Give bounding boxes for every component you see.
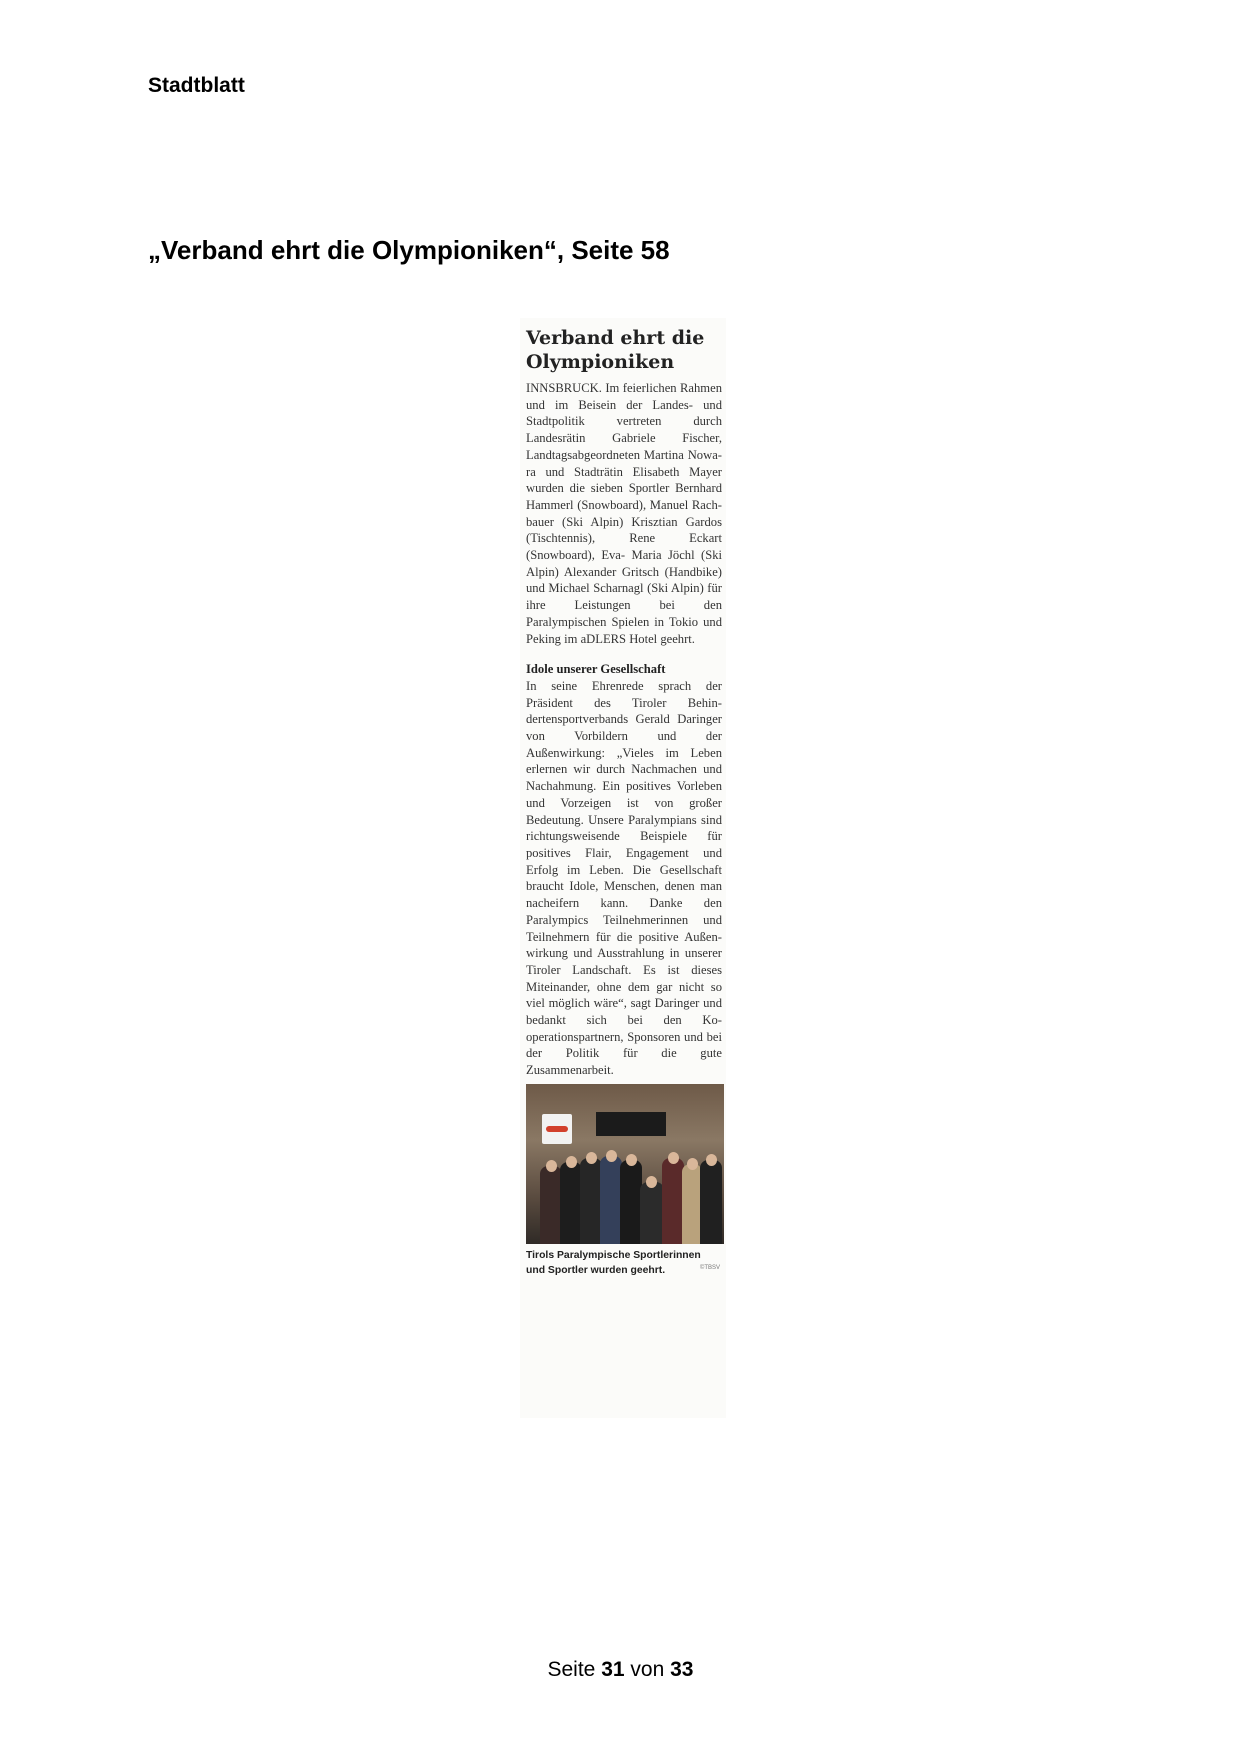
- clipping-subheading: Idole unserer Gesellschaft: [526, 662, 666, 677]
- clipping-paragraph-2: In seine Ehrenrede sprach der Präsident des Tiroler Behindertensportverbands Gerald Daringer von Vorbildern und der Außenwirkung: „Vieles im Leben erlernen wir durch Nachmachen und Nachahmung. Ein positives Vorleben und Vorzeigen ist von großer Bedeutung. Unsere Paralympians sind richtungsweisende Beispiele für positives Flair, Engagement und Erfolg im Leben. Die Gesellschaft braucht Idole, Menschen, denen man nacheifern kann. Danke den Paralympics Teilnehmerinnen und Teilnehmern für die positive Außenwirkung und Ausstrahlung in unserer Tiroler Landschaft. Es ist dieses Miteinander, ohne dem gar nicht so viel möglich wäre“, sagt Daringer und bedankt sich bei den Kooperationspartnern, Sponsoren und bei der Politik für die gute Zusammenarbeit.: [526, 678, 722, 1078]
- footer-current-page: 31: [601, 1658, 625, 1681]
- page-footer: [0, 1658, 1241, 1682]
- photo-credit: ©TBSV: [699, 1264, 720, 1271]
- photo-banner: [596, 1112, 666, 1136]
- logo-icon: [542, 1114, 572, 1144]
- footer-middle: von: [630, 1658, 665, 1681]
- photo-caption: [526, 1248, 722, 1278]
- caption-text: Tirols Paralympische Sportlerinnen und Sportler wurden geehrt.: [526, 1249, 701, 1276]
- clipping-title: Verband ehrt die Olympioniken: [526, 327, 705, 373]
- footer-prefix: Seite: [547, 1658, 596, 1681]
- clipping-paragraph-1: INNSBRUCK. Im feierlichen Rahmen und im Beisein der Landes- und Stadtpolitik vertreten durch Landesrätin Gabriele Fischer, Landtagsabgeordneten Martina Nowara und Stadträtin Elisabeth Mayer wurden die sieben Sportler Bernhard Hammerl (Snowboard), Manuel Rachbauer (Ski Alpin) Krisztian Gardos (Tischtennis), Rene Eckart (Snowboard), Eva- Maria Jöchl (Ski Alpin) Alexander Gritsch (Handbike) und Michael Scharnagl (Ski Alpin) für ihre Leistungen bei den Paralympischen Spielen in Tokio und Peking im aDLERS Hotel geehrt.: [526, 381, 722, 646]
- group-photo: [526, 1084, 724, 1244]
- article-headline: „Verband ehrt die Olympioniken“, Seite 58: [148, 235, 670, 265]
- source-label: Stadtblatt: [148, 74, 245, 97]
- footer-total-pages: 33: [670, 1658, 694, 1681]
- newspaper-clipping: [520, 318, 726, 1418]
